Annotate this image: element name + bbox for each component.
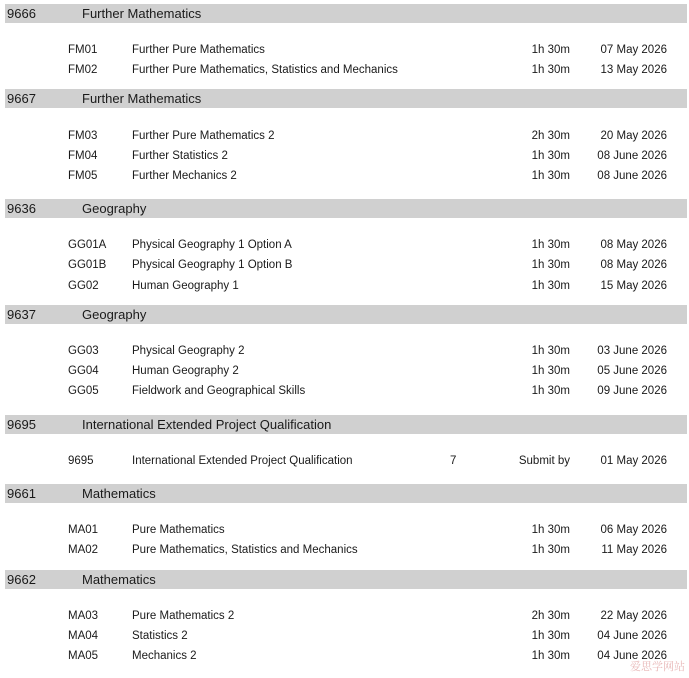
paper-name: Human Geography 1 xyxy=(132,280,239,292)
paper-name: Pure Mathematics, Statistics and Mechanics xyxy=(132,544,358,556)
paper-name: Human Geography 2 xyxy=(132,365,239,377)
paper-code: MA01 xyxy=(68,524,99,536)
section-title: Mathematics xyxy=(82,572,156,587)
paper-code: FM05 xyxy=(68,170,98,182)
section-code: 9666 xyxy=(7,6,36,21)
paper-date: 03 June 2026 xyxy=(597,345,667,357)
paper-duration: 1h 30m xyxy=(531,150,570,162)
section-code: 9636 xyxy=(7,201,36,216)
section-header xyxy=(5,199,687,218)
paper-duration: Submit by xyxy=(518,455,570,467)
section-code: 9695 xyxy=(7,417,36,432)
paper-code: MA03 xyxy=(68,610,99,622)
table-row xyxy=(0,522,689,538)
paper-duration: 1h 30m xyxy=(531,44,570,56)
paper-duration: 2h 30m xyxy=(531,610,570,622)
paper-date: 07 May 2026 xyxy=(600,44,667,56)
paper-duration: 1h 30m xyxy=(531,630,570,642)
paper-code: GG03 xyxy=(68,345,99,357)
section-title: Further Mathematics xyxy=(82,6,202,21)
section-header xyxy=(5,89,687,108)
table-row xyxy=(0,343,689,359)
paper-date: 05 June 2026 xyxy=(597,365,667,377)
paper-code: GG01A xyxy=(68,239,107,251)
table-row xyxy=(0,383,689,399)
section-header xyxy=(5,570,687,589)
paper-name: Further Pure Mathematics 2 xyxy=(132,130,275,142)
paper-code: 9695 xyxy=(68,455,94,467)
section-header xyxy=(5,4,687,23)
paper-code: FM01 xyxy=(68,44,98,56)
table-row xyxy=(0,363,689,379)
paper-duration: 1h 30m xyxy=(531,259,570,271)
paper-duration: 1h 30m xyxy=(531,345,570,357)
paper-duration: 1h 30m xyxy=(531,170,570,182)
paper-name: Further Pure Mathematics, Statistics and Mechanics xyxy=(132,64,398,76)
paper-duration: 2h 30m xyxy=(531,130,570,142)
section-header xyxy=(5,305,687,324)
watermark: 爱思学网站 xyxy=(630,660,685,673)
paper-duration: 1h 30m xyxy=(531,239,570,251)
paper-duration: 1h 30m xyxy=(531,365,570,377)
paper-date: 04 June 2026 xyxy=(597,650,667,662)
paper-duration: 1h 30m xyxy=(531,385,570,397)
section-code: 9662 xyxy=(7,572,36,587)
paper-date: 08 May 2026 xyxy=(600,259,667,271)
paper-name: Further Mechanics 2 xyxy=(132,170,237,182)
paper-name: Further Statistics 2 xyxy=(132,150,228,162)
paper-duration: 1h 30m xyxy=(531,544,570,556)
paper-code: MA04 xyxy=(68,630,99,642)
section-header xyxy=(5,415,687,434)
paper-date: 13 May 2026 xyxy=(600,64,667,76)
paper-date: 08 May 2026 xyxy=(600,239,667,251)
table-row xyxy=(0,278,689,294)
paper-date: 22 May 2026 xyxy=(600,610,667,622)
paper-date: 20 May 2026 xyxy=(600,130,667,142)
paper-date: 09 June 2026 xyxy=(597,385,667,397)
section-title: Geography xyxy=(82,307,147,322)
table-row xyxy=(0,42,689,58)
paper-extra: 7 xyxy=(450,455,457,467)
paper-name: Physical Geography 1 Option A xyxy=(132,239,292,251)
section-header xyxy=(5,484,687,503)
paper-duration: 1h 30m xyxy=(531,280,570,292)
paper-code: GG01B xyxy=(68,259,107,271)
paper-date: 15 May 2026 xyxy=(600,280,667,292)
section-title: Mathematics xyxy=(82,486,156,501)
paper-name: International Extended Project Qualification xyxy=(132,455,353,467)
paper-code: GG02 xyxy=(68,280,99,292)
paper-code: MA05 xyxy=(68,650,99,662)
paper-name: Physical Geography 1 Option B xyxy=(132,259,293,271)
paper-name: Pure Mathematics 2 xyxy=(132,610,235,622)
section-title: Geography xyxy=(82,201,147,216)
table-row xyxy=(0,542,689,558)
table-row xyxy=(0,148,689,164)
paper-duration: 1h 30m xyxy=(531,650,570,662)
table-row xyxy=(0,648,689,664)
paper-date: 11 May 2026 xyxy=(601,544,667,556)
paper-name: Mechanics 2 xyxy=(132,650,197,662)
section-title: International Extended Project Qualification xyxy=(82,417,332,432)
table-row xyxy=(0,62,689,78)
paper-date: 04 June 2026 xyxy=(597,630,667,642)
table-row xyxy=(0,128,689,144)
paper-duration: 1h 30m xyxy=(531,524,570,536)
paper-code: FM02 xyxy=(68,64,98,76)
paper-name: Fieldwork and Geographical Skills xyxy=(132,385,306,397)
paper-code: GG04 xyxy=(68,365,99,377)
paper-name: Further Pure Mathematics xyxy=(132,44,265,56)
section-code: 9667 xyxy=(7,91,36,106)
paper-date: 08 June 2026 xyxy=(597,170,667,182)
paper-duration: 1h 30m xyxy=(531,64,570,76)
paper-code: FM04 xyxy=(68,150,98,162)
paper-code: MA02 xyxy=(68,544,99,556)
table-row xyxy=(0,608,689,624)
paper-date: 06 May 2026 xyxy=(600,524,667,536)
paper-date: 01 May 2026 xyxy=(600,455,667,467)
paper-name: Physical Geography 2 xyxy=(132,345,245,357)
table-row xyxy=(0,168,689,184)
section-title: Further Mathematics xyxy=(82,91,202,106)
paper-date: 08 June 2026 xyxy=(597,150,667,162)
paper-code: FM03 xyxy=(68,130,98,142)
table-row xyxy=(0,257,689,273)
section-code: 9637 xyxy=(7,307,36,322)
paper-name: Pure Mathematics xyxy=(132,524,225,536)
paper-code: GG05 xyxy=(68,385,99,397)
table-row xyxy=(0,237,689,253)
table-row xyxy=(0,628,689,644)
table-row xyxy=(0,453,689,469)
paper-name: Statistics 2 xyxy=(132,630,188,642)
section-code: 9661 xyxy=(7,486,36,501)
